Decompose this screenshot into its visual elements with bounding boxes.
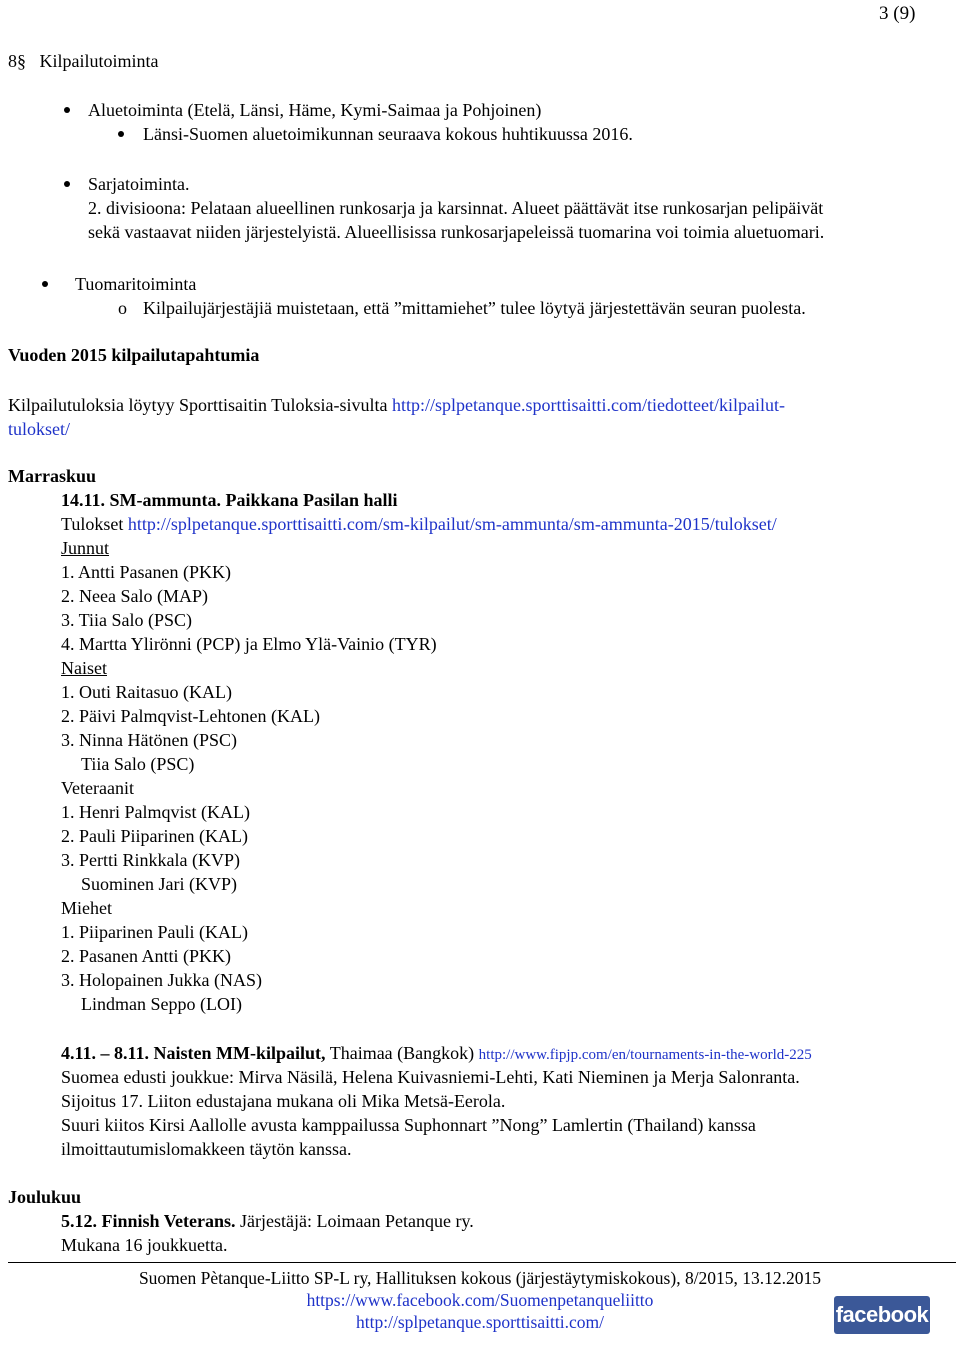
result-item: 3. Ninna Hätönen (PSC) — [61, 730, 237, 750]
month-heading-marraskuu: Marraskuu — [8, 466, 97, 486]
result-item: 1. Antti Pasanen (PKK) — [61, 562, 231, 582]
result-item: Tiia Salo (PSC) — [81, 754, 195, 774]
footer-divider — [8, 1262, 956, 1263]
result-item: 3. Pertti Rinkkala (KVP) — [61, 850, 240, 870]
result-item: 1. Piiparinen Pauli (KAL) — [61, 922, 248, 942]
results-intro — [8, 393, 785, 417]
result-item: 2. Pauli Piiparinen (KAL) — [61, 826, 248, 846]
paragraph-line: ilmoittautumislomakkeen täytön kanssa. — [61, 1139, 352, 1159]
category-veteraanit: Veteraanit — [61, 778, 134, 798]
paragraph-line: 2. divisioona: Pelataan alueellinen runkosarja ja karsinnat. Alueet päättävät itse runkosarjan pelipäivät — [88, 198, 824, 218]
event-mm-place: Thaimaa (Bangkok) — [329, 1043, 475, 1063]
result-item: 1. Henri Palmqvist (KAL) — [61, 802, 250, 822]
result-item: 2. Päivi Palmqvist-Lehtonen (KAL) — [61, 706, 320, 726]
list-subitem-tuomarit: Kilpailujärjestäjiä muistetaan, että ”mittamiehet” tulee löytyä järjestettävän seuran puolesta. — [143, 298, 806, 318]
event-veterans-title: 5.12. Finnish Veterans. — [61, 1211, 236, 1231]
results-intro-text: Kilpailutuloksia löytyy Sporttisaitin Tuloksia-sivulta — [8, 395, 388, 415]
bullet-icon — [118, 131, 124, 137]
category-miehet: Miehet — [61, 898, 112, 918]
bullet-icon — [42, 281, 48, 287]
category-naiset: Naiset — [61, 658, 107, 678]
mm-link[interactable]: http://www.fipjp.com/en/tournaments-in-the-world-225 — [478, 1047, 812, 1063]
paragraph-line: Suuri kiitos Kirsi Aallolle avusta kamppailussa Suphonnart ”Nong” Lamlertin (Thailand) kanssa — [61, 1115, 756, 1135]
paragraph-line: sekä vastaavat niiden järjestelyistä. Alueellisissa runkosarjapeleissä tuomarina voi toimia aluetuomari. — [88, 222, 825, 242]
result-item: 3. Tiia Salo (PSC) — [61, 610, 193, 630]
result-item: 2. Pasanen Antti (PKK) — [61, 946, 231, 966]
event-veterans-organizer: Järjestäjä: Loimaan Petanque ry. — [240, 1211, 474, 1231]
paragraph-line: Sijoitus 17. Liiton edustajana mukana oli Mika Metsä-Eerola. — [61, 1091, 506, 1111]
footer-title: Suomen Pètanque-Liitto SP-L ry, Hallituksen kokous (järjestäytymiskokous), 8/2015, 13.12.2015 — [138, 1268, 822, 1288]
results-line — [61, 512, 777, 536]
category-junnut: Junnut — [61, 538, 110, 558]
result-item: 4. Martta Ylirönni (PCP) ja Elmo Ylä-Vainio (TYR) — [61, 634, 437, 654]
result-item: Lindman Seppo (LOI) — [81, 994, 242, 1014]
bullet-icon — [64, 107, 70, 113]
result-item: 1. Outi Raitasuo (KAL) — [61, 682, 232, 702]
event-title-sm-ammunta: 14.11. SM-ammunta. Paikkana Pasilan halli — [61, 490, 398, 510]
paragraph-line: Mukana 16 joukkuetta. — [61, 1235, 228, 1255]
section-heading — [8, 49, 159, 73]
event-mm-kilpailut — [61, 1041, 812, 1067]
footer-website-link[interactable]: http://splpetanque.sporttisaitti.com/ — [356, 1312, 604, 1332]
paragraph-line: Suomea edusti joukkue: Mirva Näsilä, Helena Kuivasniemi-Lehti, Kati Nieminen ja Merja Salonranta. — [61, 1067, 800, 1087]
list-item-aluetoiminta: Aluetoiminta (Etelä, Länsi, Häme, Kymi-Saimaa ja Pohjoinen) — [88, 100, 542, 120]
results-link-continuation[interactable]: tulokset/ — [8, 419, 70, 439]
page-number: 3 (9) — [879, 3, 916, 24]
list-item-tuomaritoiminta: Tuomaritoiminta — [75, 274, 197, 294]
year-heading: Vuoden 2015 kilpailutapahtumia — [8, 345, 260, 365]
result-item: 2. Neea Salo (MAP) — [61, 586, 208, 606]
section-title: Kilpailutoiminta — [39, 51, 159, 71]
bullet-icon — [64, 181, 70, 187]
sm-results-link[interactable]: http://splpetanque.sporttisaitti.com/sm-kilpailut/sm-ammunta/sm-ammunta-2015/tulokset/ — [127, 514, 777, 534]
sub-bullet-marker: o — [118, 298, 127, 318]
month-heading-joulukuu: Joulukuu — [8, 1187, 82, 1207]
section-number: 8§ — [8, 51, 26, 71]
result-item: 3. Holopainen Jukka (NAS) — [61, 970, 262, 990]
event-mm-date: 4.11. – 8.11. Naisten MM-kilpailut, — [61, 1043, 326, 1063]
footer-facebook-link[interactable]: https://www.facebook.com/Suomenpetanqueliitto — [306, 1290, 654, 1310]
result-item: Suominen Jari (KVP) — [81, 874, 237, 894]
list-subitem-lansi-suomi: Länsi-Suomen aluetoimikunnan seuraava kokous huhtikuussa 2016. — [143, 124, 633, 144]
facebook-logo-icon[interactable]: facebook — [834, 1296, 930, 1334]
event-finnish-veterans — [61, 1209, 474, 1233]
list-item-sarjatoiminta: Sarjatoiminta. — [88, 174, 190, 194]
results-link[interactable]: http://splpetanque.sporttisaitti.com/tiedotteet/kilpailut- — [392, 395, 785, 415]
results-label: Tulokset — [61, 514, 124, 534]
